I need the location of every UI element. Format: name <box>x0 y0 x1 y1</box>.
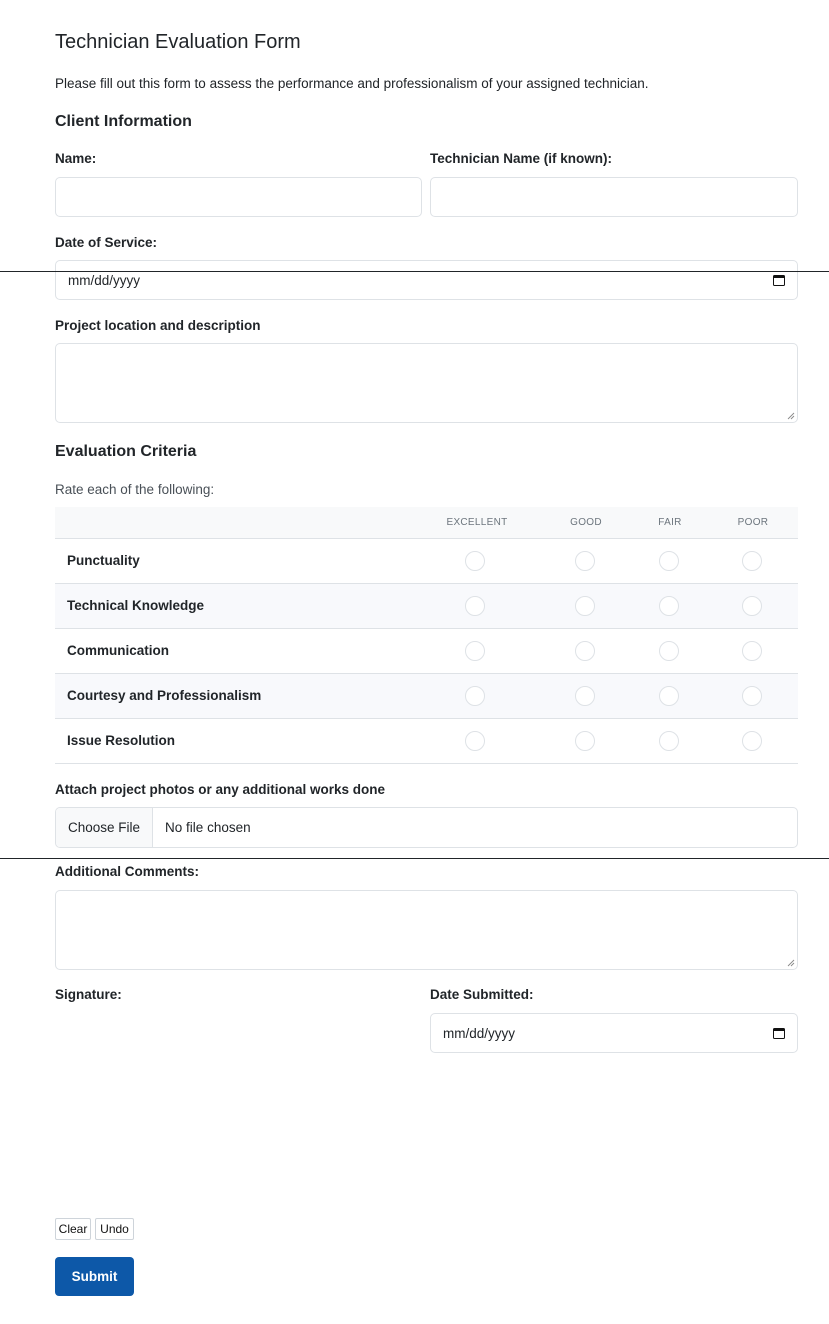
table-row <box>55 539 798 584</box>
radio-technical-knowledge-poor[interactable] <box>742 596 762 616</box>
criterion-label: Courtesy and Professionalism <box>67 688 262 703</box>
divider-line <box>0 858 829 859</box>
rating-table <box>55 507 798 764</box>
radio-communication-poor[interactable] <box>742 641 762 661</box>
radio-punctuality-good[interactable] <box>575 551 595 571</box>
radio-communication-good[interactable] <box>575 641 595 661</box>
column-header-fair: FAIR <box>658 517 682 528</box>
radio-issue-resolution-good[interactable] <box>575 731 595 751</box>
clear-signature-button[interactable]: Clear <box>55 1218 91 1240</box>
radio-punctuality-poor[interactable] <box>742 551 762 571</box>
radio-technical-knowledge-fair[interactable] <box>659 596 679 616</box>
calendar-icon[interactable] <box>773 275 785 286</box>
radio-technical-knowledge-good[interactable] <box>575 596 595 616</box>
criterion-label: Issue Resolution <box>67 733 176 748</box>
table-row <box>55 719 798 764</box>
signature-pad[interactable] <box>55 1012 422 1207</box>
technician-name-label: Technician Name (if known): <box>430 151 613 166</box>
file-input[interactable] <box>55 807 798 848</box>
rating-table-header <box>55 507 798 539</box>
evaluation-heading: Evaluation Criteria <box>55 443 197 460</box>
date-submitted-placeholder: mm/dd/yyyy <box>443 1025 516 1041</box>
radio-courtesy-good[interactable] <box>575 686 595 706</box>
radio-communication-fair[interactable] <box>659 641 679 661</box>
resize-grip-icon[interactable] <box>787 412 795 420</box>
radio-technical-knowledge-excellent[interactable] <box>465 596 485 616</box>
resize-grip-icon[interactable] <box>787 959 795 967</box>
attachments-label: Attach project photos or any additional works done <box>55 782 386 797</box>
evaluation-instruction: Rate each of the following: <box>55 482 215 497</box>
criterion-label: Technical Knowledge <box>67 598 205 613</box>
table-row <box>55 629 798 674</box>
column-header-good: GOOD <box>570 517 602 528</box>
radio-communication-excellent[interactable] <box>465 641 485 661</box>
form-intro: Please fill out this form to assess the performance and professionalism of your assigned technician. <box>55 76 649 91</box>
date-submitted-input[interactable] <box>430 1013 798 1053</box>
project-description-textarea[interactable] <box>55 343 798 423</box>
client-info-heading: Client Information <box>55 113 192 130</box>
date-of-service-input[interactable] <box>55 260 798 300</box>
comments-label: Additional Comments: <box>55 864 199 879</box>
column-header-poor: POOR <box>737 517 769 528</box>
radio-issue-resolution-excellent[interactable] <box>465 731 485 751</box>
criterion-label: Communication <box>67 643 170 658</box>
table-row <box>55 674 798 719</box>
radio-punctuality-excellent[interactable] <box>465 551 485 571</box>
radio-courtesy-fair[interactable] <box>659 686 679 706</box>
radio-issue-resolution-fair[interactable] <box>659 731 679 751</box>
name-input[interactable] <box>55 177 422 217</box>
radio-courtesy-poor[interactable] <box>742 686 762 706</box>
submit-button[interactable]: Submit <box>55 1257 134 1296</box>
table-row <box>55 584 798 629</box>
name-label: Name: <box>55 151 97 166</box>
divider-line <box>0 271 829 272</box>
undo-signature-button[interactable]: Undo <box>95 1218 134 1240</box>
calendar-icon[interactable] <box>773 1028 785 1039</box>
radio-punctuality-fair[interactable] <box>659 551 679 571</box>
technician-name-input[interactable] <box>430 177 798 217</box>
radio-courtesy-excellent[interactable] <box>465 686 485 706</box>
date-of-service-placeholder: mm/dd/yyyy <box>68 272 141 288</box>
date-of-service-label: Date of Service: <box>55 235 158 250</box>
criterion-label: Punctuality <box>67 553 140 568</box>
comments-textarea[interactable] <box>55 890 798 970</box>
page-title: Technician Evaluation Form <box>55 31 301 53</box>
choose-file-button[interactable]: Choose File <box>56 808 153 847</box>
radio-issue-resolution-poor[interactable] <box>742 731 762 751</box>
file-status: No file chosen <box>165 820 251 835</box>
column-header-excellent: EXCELLENT <box>446 517 508 528</box>
date-submitted-label: Date Submitted: <box>430 987 534 1002</box>
project-description-label: Project location and description <box>55 318 261 333</box>
signature-label: Signature: <box>55 987 122 1002</box>
